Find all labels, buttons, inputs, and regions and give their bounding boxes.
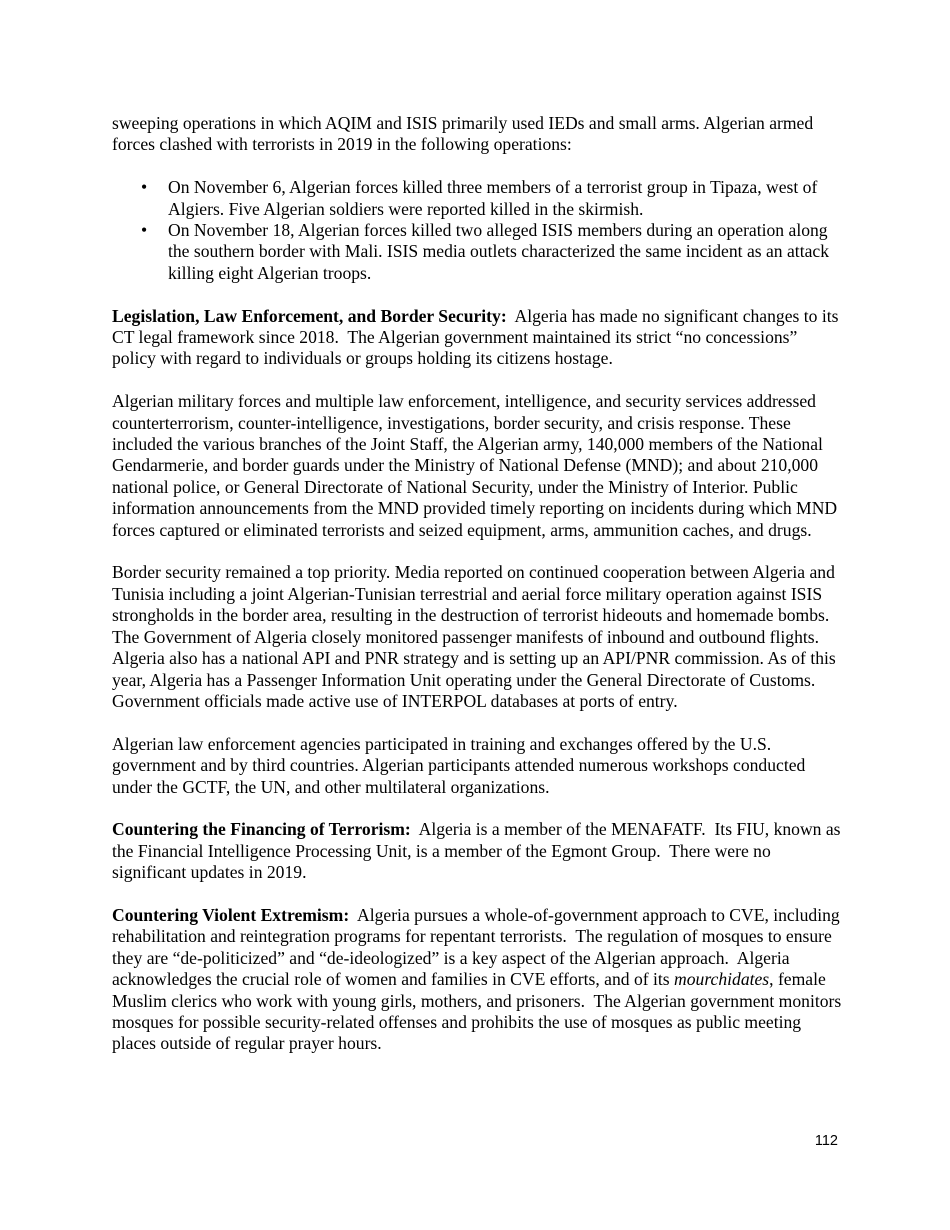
page-number: 112 [814,1133,838,1149]
cve-text-after: , female Muslim clerics who work with young girls, mothers, and prisoners. The Algerian government monitors mosques for possible security-related offenses and prohibits the use of mosques as public meeting places outside of regular prayer hours. [112,969,846,1054]
border-security-paragraph: Border security remained a top priority. Media reported on continued cooperation between Algeria and Tunisia including a joint Algerian-Tunisian terrestrial and aerial force military operation against ISIS strongholds in the border area, resulting in the destruction of terrorist hideouts and homemade bombs. The Government of Algeria closely monitored passenger manifests of inbound and outbound flights. Algeria also has a national API and PNR strategy and is setting up an API/PNR commission. As of this year, Algeria has a Passenger Information Unit operating under the General Directorate of Customs. Government officials made active use of INTERPOL databases at ports of entry. [112,562,836,711]
document-body [112,113,846,1076]
operations-list [112,177,842,284]
financing-text: Algeria is a member of the MENAFATF. Its FIU, known as the Financial Intelligence Processing Unit, is a member of the Egmont Group. There were no significant updates in 2019. [112,819,845,883]
legislation-text: Algeria has made no significant changes to its CT legal framework since 2018. The Algerian government maintained its strict “no concessions” policy with regard to individuals or groups holding its citizens hostage. [112,305,843,369]
cve-paragraph [112,904,846,1055]
list-item: • On November 6, Algerian forces killed three members of a terrorist group in Tipaza, west of Algiers. Five Algerian soldiers were reported killed in the skirmish. [168,177,842,220]
list-item: • On November 18, Algerian forces killed two alleged ISIS members during an operation along the southern border with Mali. ISIS media outlets characterized the same incident as an attack killing eight Algerian troops. [168,220,842,284]
security-forces-paragraph: Algerian military forces and multiple law enforcement, intelligence, and security services addressed counterterrorism, counter-intelligence, investigations, border security, and crisis response. These included the various branches of the Joint Staff, the Algerian army, 140,000 members of the National Gendarmerie, and border guards under the Ministry of National Defense (MND); and about 210,000 national police, or General Directorate of National Security, under the Ministry of Interior. Public information announcements from the MND provided timely reporting on incidents during which MND forces captured or eliminated terrorists and seized equipment, arms, ammunition caches, and drugs. [112,391,838,540]
intro-paragraph: sweeping operations in which AQIM and ISIS primarily used IEDs and small arms. Algerian armed forces clashed with terrorists in 2019 in the following operations: [112,113,814,155]
financing-heading: Countering the Financing of Terrorism: [112,819,411,840]
legislation-heading: Legislation, Law Enforcement, and Border Security: [112,305,507,326]
legislation-paragraph [112,306,842,370]
training-paragraph: Algerian law enforcement agencies participated in training and exchanges offered by the U.S. government and by third countries. Algerian participants attended numerous workshops conducted under the GCTF, the UN, and other multilateral organizations. [112,733,806,797]
financing-paragraph [112,819,845,883]
cve-text-before: Algeria pursues a whole-of-government approach to CVE, including rehabilitation and reintegration programs for repentant terrorists. The regulation of mosques to ensure they are “de-politicized” and “de-ideologized” is a key aspect of the Algerian approach. Algeria acknowledges the crucial role of women and families in CVE efforts, and of its [112,904,845,990]
cve-italic-term: mourchidates [674,969,770,990]
cve-heading: Countering Violent Extremism: [112,904,350,925]
